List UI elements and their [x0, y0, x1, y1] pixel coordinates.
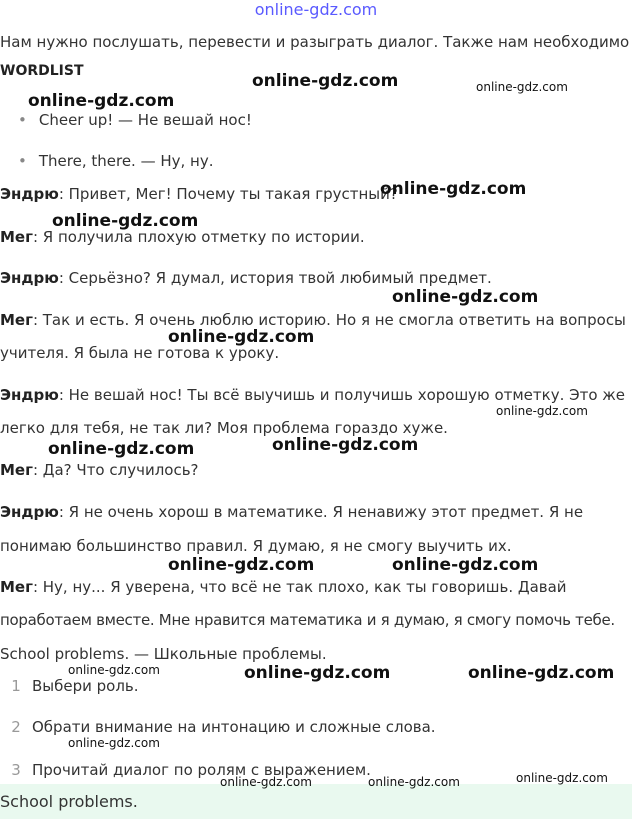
bullet-icon: • — [18, 152, 27, 170]
watermark: online-gdz.com — [496, 404, 588, 418]
watermark: online-gdz.com — [516, 771, 608, 785]
step-number: 3 — [11, 761, 21, 779]
wordlist-title: WORDLIST — [0, 63, 84, 79]
watermark: online-gdz.com — [68, 736, 160, 750]
speaker-name: Эндрю — [0, 185, 59, 203]
header-watermark: online-gdz.com — [254, 0, 378, 19]
dialog-text: Ну, ну... Я уверена, что всё не так плохо, как ты говоришь. Давай — [42, 578, 567, 596]
dialog-line: Эндрю: Привет, Мег! Почему ты такая грустный? — [0, 185, 398, 203]
watermark: online-gdz.com — [48, 439, 195, 459]
dialog-line: Мег: Ну, ну... Я уверена, что всё не так плохо, как ты говоришь. Давай — [0, 578, 567, 596]
dialog-text: Я получила плохую отметку по истории. — [42, 228, 365, 246]
watermark: online-gdz.com — [476, 80, 568, 94]
speaker-name: Мег — [0, 311, 33, 329]
step-item — [0, 717, 436, 737]
watermark: online-gdz.com — [368, 775, 460, 789]
watermark: online-gdz.com — [220, 775, 312, 789]
dialog-continuation: легко для тебя, не так ли? Моя проблема гораздо хуже. — [0, 419, 448, 437]
dialog-line: Мег: Да? Что случилось? — [0, 461, 199, 479]
dialog-continuation: учителя. Я была не готова к уроку. — [0, 344, 280, 362]
footer-bar — [0, 784, 632, 819]
step-item — [0, 760, 371, 780]
wordlist-item-text: Cheer up! — Не вешай нос! — [38, 111, 252, 129]
watermark: online-gdz.com — [244, 663, 391, 683]
speaker-name: Эндрю — [0, 386, 59, 404]
speaker-name: Мег — [0, 578, 33, 596]
watermark: online-gdz.com — [28, 91, 175, 111]
step-number: 1 — [11, 677, 21, 695]
speaker-name: Эндрю — [0, 269, 59, 287]
dialog-text: Не вешай нос! Ты всё выучишь и получишь хорошую отметку. Это же — [68, 386, 626, 404]
step-item — [0, 676, 139, 696]
dialog-line: Эндрю: Я не очень хорош в математике. Я ненавижу этот предмет. Я не — [0, 503, 584, 521]
dialog-text: Так и есть. Я очень люблю историю. Но я не смогла ответить на вопросы — [42, 311, 626, 329]
step-text: Выбери роль. — [32, 677, 139, 695]
title-line: School problems. — Школьные проблемы. — [0, 645, 327, 663]
dialog-text: Привет, Мег! Почему ты такая грустный? — [68, 185, 398, 203]
watermark: online-gdz.com — [380, 179, 527, 199]
watermark: online-gdz.com — [272, 435, 419, 455]
wordlist-item-text: There, there. — Ну, ну. — [38, 152, 214, 170]
dialog-text: Я не очень хорош в математике. Я ненавижу этот предмет. Я не — [68, 503, 584, 521]
dialog-line: Эндрю: Серьёзно? Я думал, история твой любимый предмет. — [0, 269, 492, 287]
dialog-line: Мег: Так и есть. Я очень люблю историю. Но я не смогла ответить на вопросы — [0, 311, 626, 329]
watermark: online-gdz.com — [252, 71, 399, 91]
step-text: Обрати внимание на интонацию и сложные слова. — [32, 718, 436, 736]
watermark: online-gdz.com — [392, 555, 539, 575]
dialog-continuation: понимаю большинство правил. Я думаю, я не смогу выучить их. — [0, 537, 512, 555]
dialog-text: Серьёзно? Я думал, история твой любимый предмет. — [68, 269, 492, 287]
footer-text: School problems. — [0, 792, 138, 811]
dialog-line: Эндрю: Не вешай нос! Ты всё выучишь и получишь хорошую отметку. Это же — [0, 386, 626, 404]
speaker-name: Эндрю — [0, 503, 59, 521]
wordlist-item — [18, 151, 214, 171]
step-text: Прочитай диалог по ролям с выражением. — [32, 761, 371, 779]
watermark: online-gdz.com — [468, 663, 615, 683]
speaker-name: Мег — [0, 228, 33, 246]
bullet-icon: • — [18, 111, 27, 129]
dialog-continuation: поработаем вместе. Мне нравится математика и я думаю, я смогу помочь тебе. — [0, 611, 615, 629]
speaker-name: Мег — [0, 461, 33, 479]
watermark: online-gdz.com — [168, 555, 315, 575]
wordlist-item — [18, 110, 252, 130]
watermark: online-gdz.com — [168, 327, 315, 347]
watermark: online-gdz.com — [52, 211, 199, 231]
dialog-text: Да? Что случилось? — [42, 461, 199, 479]
watermark: online-gdz.com — [392, 287, 539, 307]
watermark: online-gdz.com — [68, 663, 160, 677]
intro-text: Нам нужно послушать, перевести и разыграть диалог. Также нам необходимо — [0, 33, 630, 51]
dialog-line: Мег: Я получила плохую отметку по истории. — [0, 228, 365, 246]
step-number: 2 — [11, 718, 21, 736]
